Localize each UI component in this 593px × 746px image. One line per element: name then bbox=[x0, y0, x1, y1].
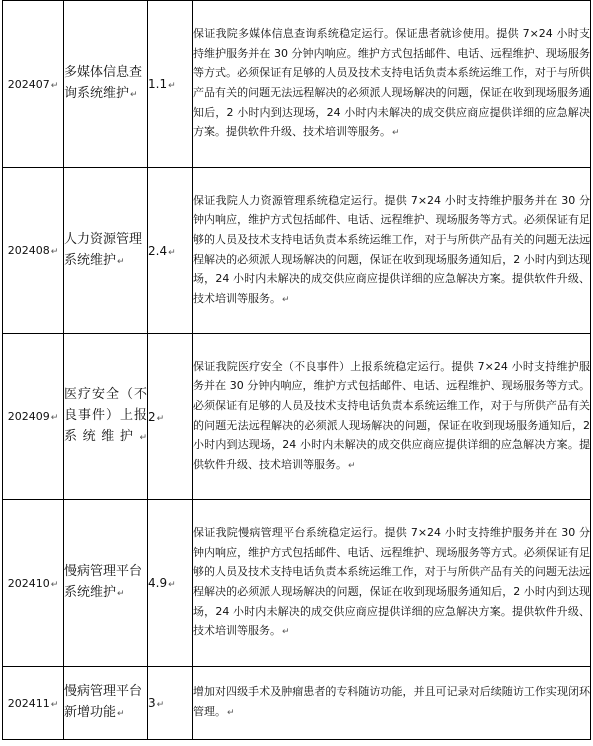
item-quantity: 3↵ bbox=[148, 667, 193, 740]
paragraph-mark-icon: ↵ bbox=[139, 433, 147, 443]
table-row bbox=[3, 168, 591, 334]
item-quantity: 4.9↵ bbox=[148, 500, 193, 667]
item-id: 202407↵ bbox=[3, 1, 64, 168]
paragraph-mark-icon: ↵ bbox=[50, 413, 59, 423]
table-row bbox=[3, 500, 591, 667]
spec-table bbox=[2, 0, 591, 740]
item-id: 202408↵ bbox=[3, 168, 64, 334]
paragraph-mark-icon: ↵ bbox=[50, 80, 59, 91]
paragraph-mark-icon: ↵ bbox=[168, 580, 176, 590]
paragraph-mark-icon: ↵ bbox=[117, 256, 125, 267]
item-description: 保证我院医疗安全（不良事件）上报系统稳定运行。提供 7×24 小时支持维护服务并在 30 分钟内响应，维护方式包括邮件、电话、远程维护、现场服务等方式。必须保证有足够的人员及技术支持电话负责本系统运维工作，对于与所供产品有关的问题无法远程解决的必须派人现场解决的问题，保证在收到现场服务通知后，2 小时内到达现场，24 小时内未解决的成交供应商应提供详细的应急解决方案。提供软件升级、技术培训等服务。↵ bbox=[193, 334, 591, 500]
item-id: 202409↵ bbox=[3, 334, 64, 500]
item-description: 增加对四级手术及肿瘤患者的专科随访功能，并且可记录对后续随访工作实现闭环管理。↵ bbox=[193, 667, 591, 740]
item-quantity: 1.1↵ bbox=[148, 1, 193, 168]
paragraph-mark-icon: ↵ bbox=[168, 81, 176, 91]
item-description: 保证我院多媒体信息查询系统稳定运行。保证患者就诊使用。提供 7×24 小时支持维护服务并在 30 分钟内响应。维护方式包括邮件、电话、远程维护、现场服务等方式。必须保证有足够的人员及技术支持电话负责本系统运维工作，对于与所供产品有关的问题无法远程解决的必须派人现场解决的问题，保证在收到现场服务通知后，2 小时内到达现场，24 小时内未解决的成交供应商应提供详细的应急解决方案。提供软件升级、技术培训等服务。↵ bbox=[193, 1, 591, 168]
table-row bbox=[3, 667, 591, 740]
paragraph-mark-icon: ↵ bbox=[50, 699, 59, 710]
item-id: 202411↵ bbox=[3, 667, 64, 740]
item-name: 慢病管理平台系统维护↵ bbox=[64, 500, 148, 667]
item-description: 保证我院慢病管理平台系统稳定运行。提供 7×24 小时支持维护服务并在 30 分钟内响应，维护方式包括邮件、电话、远程维护、现场服务等方式。必须保证有足够的人员及技术支持电话负责本系统运维工作，对于与所供产品有关的问题无法远程解决的必须派人现场解决的问题，保证在收到现场服务通知后，2 小时内到达现场，24 小时内未解决的成交供应商应提供详细的应急解决方案。提供软件升级、技术培训等服务。↵ bbox=[193, 500, 591, 667]
paragraph-mark-icon: ↵ bbox=[392, 128, 400, 139]
item-name: 多媒体信息查询系统维护↵ bbox=[64, 1, 148, 168]
item-quantity: 2.4↵ bbox=[148, 168, 193, 334]
paragraph-mark-icon: ↵ bbox=[156, 700, 165, 710]
item-name: 人力资源管理系统维护↵ bbox=[64, 168, 148, 334]
item-quantity: 2↵ bbox=[148, 334, 193, 500]
item-description: 保证我院人力资源管理系统稳定运行。提供 7×24 小时支持维护服务并在 30 分钟内响应，维护方式包括邮件、电话、远程维护、现场服务等方式。必须保证有足够的人员及技术支持电话负责本系统运维工作，对于与所供产品有关的问题无法远程解决的必须派人现场解决的问题，保证在收到现场服务通知后，2 小时内到达现场，24 小时内未解决的成交供应商应提供详细的应急解决方案。提供软件升级、技术培训等服务。↵ bbox=[193, 168, 591, 334]
paragraph-mark-icon: ↵ bbox=[168, 247, 176, 258]
paragraph-mark-icon: ↵ bbox=[227, 708, 235, 718]
paragraph-mark-icon: ↵ bbox=[282, 627, 290, 638]
paragraph-mark-icon: ↵ bbox=[50, 579, 59, 590]
paragraph-mark-icon: ↵ bbox=[282, 294, 290, 305]
paragraph-mark-icon: ↵ bbox=[156, 413, 165, 424]
paragraph-mark-icon: ↵ bbox=[130, 90, 138, 100]
table-row bbox=[3, 1, 591, 168]
item-name: 慢病管理平台新增功能↵ bbox=[64, 667, 148, 740]
item-id: 202410↵ bbox=[3, 500, 64, 667]
paragraph-mark-icon: ↵ bbox=[117, 709, 125, 719]
item-name: 医疗安全（不良事件）上报系统维护↵ bbox=[64, 334, 148, 500]
table-row bbox=[3, 334, 591, 500]
paragraph-mark-icon: ↵ bbox=[50, 247, 59, 257]
paragraph-mark-icon: ↵ bbox=[117, 589, 125, 599]
paragraph-mark-icon: ↵ bbox=[348, 460, 356, 471]
